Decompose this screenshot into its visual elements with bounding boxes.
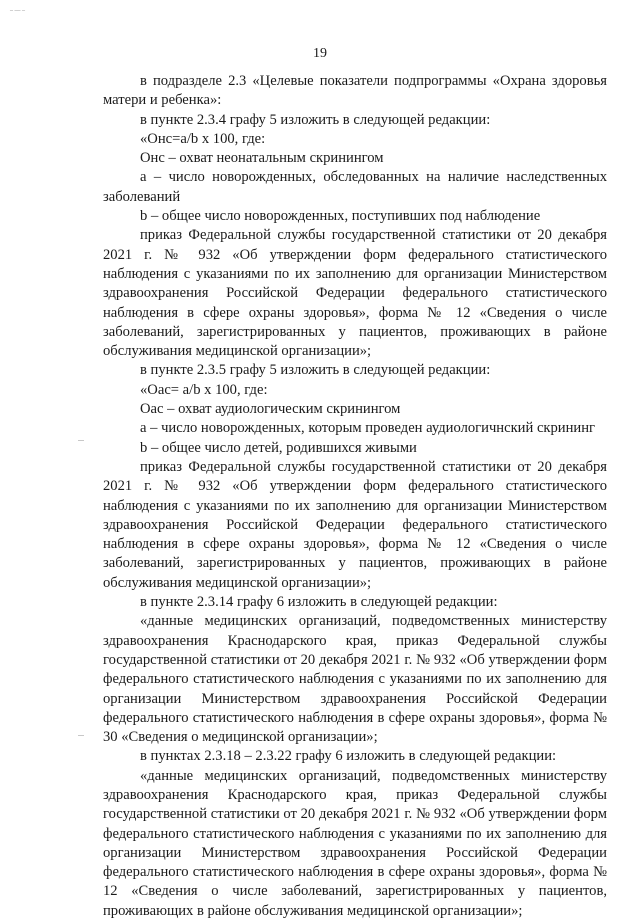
formula-line: Онс – охват неонатальным скринингом: [140, 150, 384, 167]
paragraph: «данные медицинских организаций, подведомственных министерству здравоохранения Краснодарского края, приказ Федеральной службы государственной статистики от 20 декабря 2021 г. № 932 «Об утверждении форм федерального статистического наблюдения с указаниями по их заполнению для организации Министерством здравоохранения Российской Федерации федерального статистического наблюдения в сфере охраны здоровья», форма № 12 «Сведения о числе заболеваний, зарегистрированных у пациентов, проживающих в районе обслуживания медицинской организации»;: [103, 767, 607, 919]
scan-corner-mark: – –– –: [10, 8, 25, 14]
paragraph: в пункте 2.3.5 графу 5 изложить в следующей редакции:: [140, 362, 491, 379]
paragraph: в пунктах 2.3.18 – 2.3.22 графу 6 изложить в следующей редакции:: [140, 748, 557, 765]
page-number: 19: [313, 46, 327, 61]
formula-line: «Оас= a/b x 100, где:: [140, 381, 268, 398]
paragraph: приказ Федеральной службы государственной статистики от 20 декабря 2021 г. № 932 «Об утверждении форм федерального статистического наблюдения с указаниями по их заполнению для организации Министерством здравоохранения Российской Федерации федерального статистического наблюдения в сфере охраны здоровья», форма № 12 «Сведения о числе заболеваний, зарегистрированных у пациентов, проживающих в районе обслуживания медицинской организации»;: [103, 227, 607, 360]
formula-line: b – общее число детей, родившихся живыми: [140, 439, 417, 456]
paragraph: в пункте 2.3.4 графу 5 изложить в следующей редакции:: [140, 111, 491, 128]
document-body: [103, 72, 607, 921]
formula-line: b – общее число новорожденных, поступивших под наблюдение: [140, 208, 541, 225]
formula-line: а – число новорожденных, обследованных на наличие наследственных заболеваний: [103, 169, 607, 205]
paragraph: в пункте 2.3.14 графу 6 изложить в следующей редакции:: [140, 594, 498, 611]
formula-line: Оас – охват аудиологическим скринингом: [140, 401, 401, 418]
paragraph: «данные медицинских организаций, подведомственных министерству здравоохранения Краснодарского края, приказ Федеральной службы государственной статистики от 20 декабря 2021 г. № 932 «Об утверждении форм федерального статистического наблюдения с указаниями по их заполнению для организации Министерством здравоохранения Российской Федерации федерального статистического наблюдения в сфере охраны здоровья», форма № 30 «Сведения о медицинской организации»;: [103, 613, 607, 746]
formula-line: «Онс=a/b x 100, где:: [140, 130, 266, 147]
formula-line: а – число новорожденных, которым проведен аудиологичнский скрининг: [140, 420, 596, 437]
paragraph: в подразделе 2.3 «Целевые показатели подпрограммы «Охрана здоровья матери и ребенка»:: [103, 73, 607, 109]
scan-margin-mark: [78, 735, 84, 736]
scan-margin-mark: [78, 440, 84, 441]
paragraph: приказ Федеральной службы государственной статистики от 20 декабря 2021 г. № 932 «Об утверждении форм федерального статистического наблюдения с указаниями по их заполнению для организации Министерством здравоохранения Российской Федерации федерального статистического наблюдения в сфере охраны здоровья», форма № 12 «Сведения о числе заболеваний, зарегистрированных у пациентов, проживающих в районе обслуживания медицинской организации»;: [103, 458, 607, 591]
